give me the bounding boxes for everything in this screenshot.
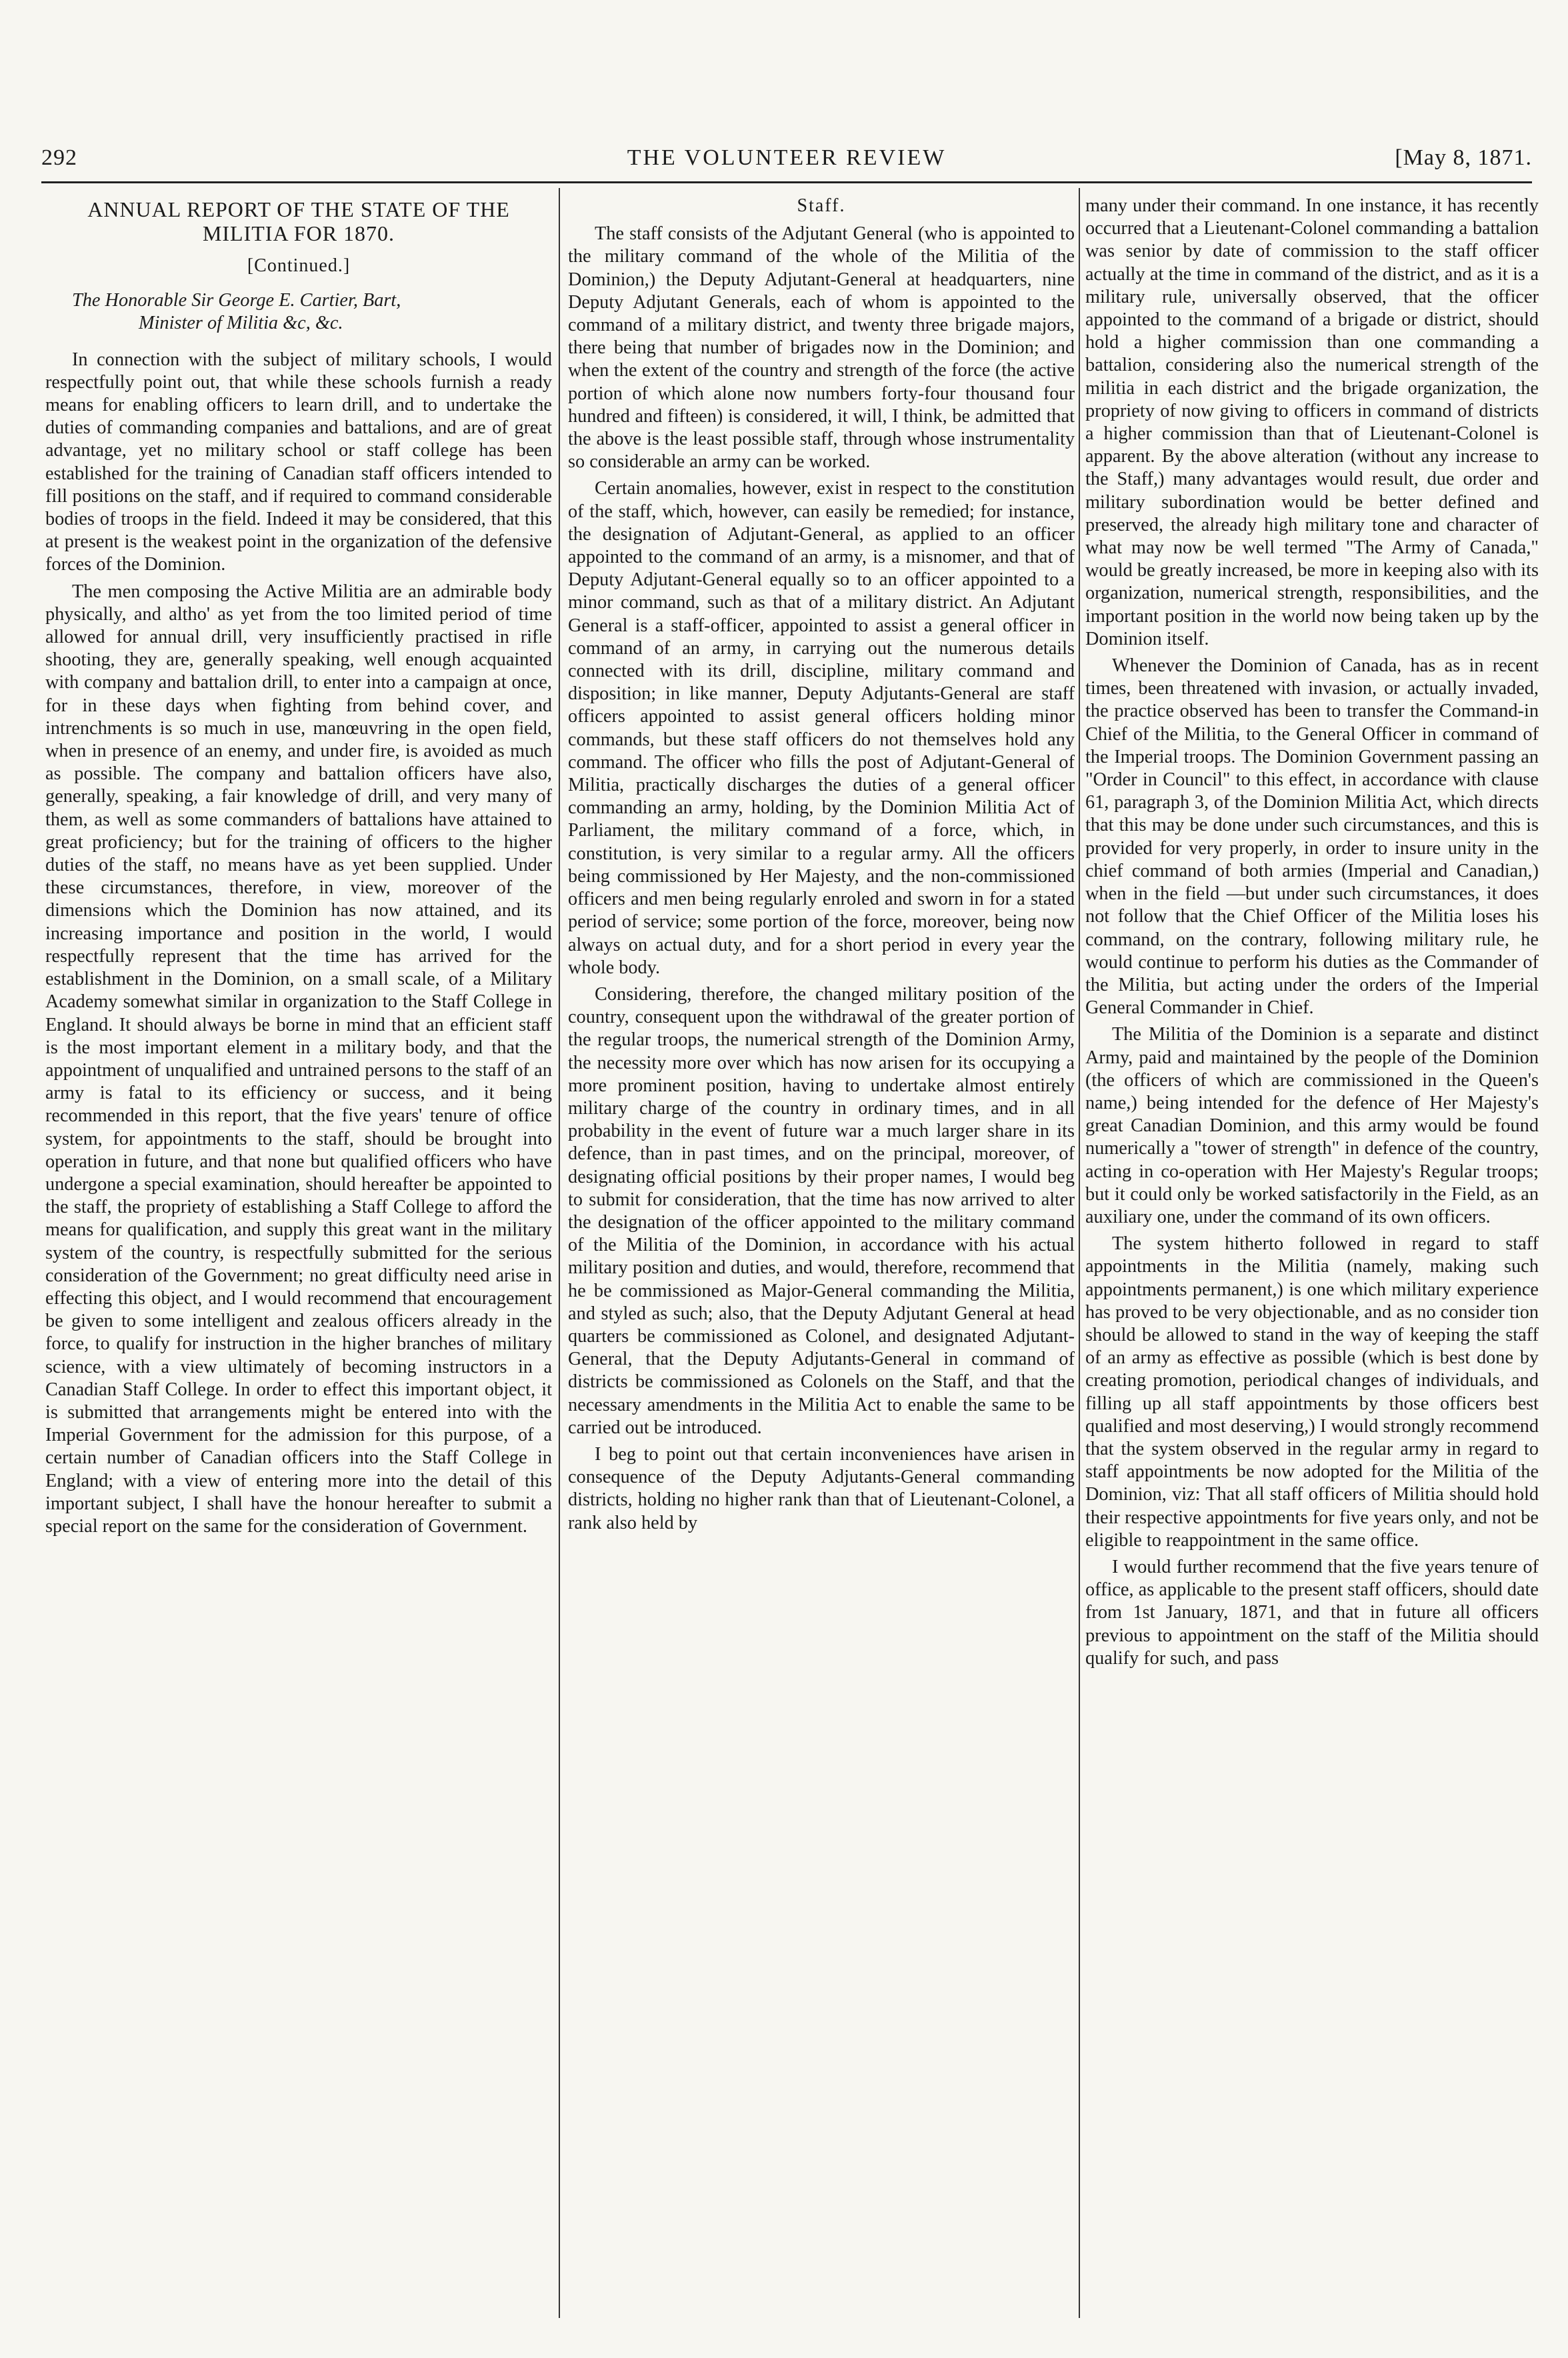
paragraph: Certain anomalies, however, exist in respect to the constitution of the staff, which, however, can easily be remedied; for instance, the designation of Adjutant-General, as applied to an officer appointed to the command of an army, is a misnomer, and that of Deputy Adjutant-General equally so to an officer appointed to a minor command, such as that of a military district. An Adjutant General is a staff-officer, appointed to assist a general officer in command of an army, in carrying out the numerous details connected with its drill, discipline, military command and disposition; in like manner, Deputy Adjutants-General are staff officers appointed to assist general officers holding minor commands, but these staff officers do not themselves hold any command. The officer who fills the post of Adjutant-General of Militia, practically discharges the duties of a general officer commanding an army, holding, by the Dominion Militia Act of Parliament, the military command of a force, which, in constitution, is very similar to a regular army. All the officers being commissioned by Her Majesty, and the non-commissioned officers and men being regularly enroled and sworn in for a stated period of service; some portion of the force, moreover, being now always on actual duty, and for a short period in every year the whole body. <box>568 478 1075 978</box>
column-2 <box>568 195 1075 2318</box>
column-divider-2 <box>1079 188 1080 2318</box>
column-1 <box>45 195 552 2318</box>
paragraph: The staff consists of the Adjutant General (who is appointed to the military command of the whole of the Militia of the Dominion,) the Deputy Adjutant-General at headquarters, nine Deputy Adjutant Generals, each of whom is appointed to the command of a military district, and twenty three brigade majors, there being that number of brigades now in the Dominion; and when the extent of the country and strength of the force (the active portion of which alone now numbers forty-four thousand four hundred and fifteen) is considered, it will, I think, be admitted that the above is the least possible staff, through whose instrumentality so considerable an army can be worked. <box>568 223 1075 473</box>
section-heading-staff: Staff. <box>797 195 846 216</box>
column-divider-1 <box>559 188 560 2318</box>
column-3 <box>1085 195 1539 2318</box>
page-number: 292 <box>41 145 77 170</box>
addressee-line: The Honorable Sir George E. Cartier, Bart, <box>72 290 401 311</box>
article-title: ANNUAL REPORT OF THE STATE OF THE MILITIA FOR 1870. <box>87 197 510 245</box>
addressee-title: Minister of Militia &c, &c. <box>139 313 343 334</box>
paragraph: Whenever the Dominion of Canada, has as in recent times, been threatened with invasion, or actually invaded, the practice observed has been to transfer the Command-in Chief of the Militia, to the General Officer in command of the Imperial troops. The Dominion Government passing an "Order in Council" to this effect, in accordance with clause 61, paragraph 3, of the Dominion Militia Act, which directs that this may be done under such circumstances, and this is provided for very properly, in order to insure unity in the chief command of both armies (Imperial and Canadian,) when in the field —but under such circumstances, it does not follow that the Chief Officer of the Militia loses his command, on the contrary, following military rule, he would continue to perform his duties as the Commander of the Militia, but acting under the orders of the Imperial General Commander in Chief. <box>1085 655 1539 1019</box>
paragraph: The Militia of the Dominion is a separate and distinct Army, paid and maintained by the people of the Dominion (the officers of which are commissioned in the Queen's name,) being intended for the defence of Her Majesty's great Canadian Dominion, and this army would be found numerically a "tower of strength" in defence of the country, acting in co-operation with Her Majesty's Regular troops; but it could only be worked satisfactorily in the Field, as an auxiliary one, under the command of its own officers. <box>1085 1024 1539 1227</box>
paragraph: The system hitherto followed in regard to staff appointments in the Militia (namely, making such appointments permanent,) is one which military experience has proved to be very objectionable, and as no consider tion should be allowed to stand in the way of keeping the staff of an army as effective as possible (which is best done by creating promotion, periodical changes of individuals, and filling up all staff appointments by those officers best qualified and most deserving,) I would strongly recommend that the system observed in the regular army in regard to staff appointments be now adopted for the Militia of the Dominion, viz: That all staff officers of Militia should hold their respective appointments for five years only, and not be eligible to reappointment in the same office. <box>1085 1233 1539 1551</box>
issue-date: [May 8, 1871. <box>1395 145 1532 170</box>
paragraph: many under their command. In one instance, it has recently occurred that a Lieutenant-Colonel commanding a battalion was senior by date of commission to the staff officer actually at the time in command of the district, and as it is a military rule, universally observed, that the officer appointed to the command of a brigade or district, should hold a higher commission than one commanding a battalion, considering also the numerical strength of the militia in each district and the brigade organization, the propriety of now giving to officers in command of districts a higher commission than that of Lieutenant-Colonel is apparent. By the above alteration (without any increase to the Staff,) many advantages would result, due order and military subordination would be better defined and preserved, the already high military tone and character of what may now be well termed "The Army of Canada," would be greatly increased, be more in keeping also with its organization, numerical strength, responsibilities, and the important position in the world now being taken up by the Dominion itself. <box>1085 195 1539 649</box>
paragraph: I would further recommend that the five years tenure of office, as applicable to the present staff officers, should date from 1st January, 1871, and that in future all officers previous to appointment on the staff of the Militia should qualify for such, and pass <box>1085 1556 1539 1669</box>
running-head <box>41 145 1532 177</box>
continued-note: [Continued.] <box>247 255 351 276</box>
paragraph: The men composing the Active Militia are an admirable body physically, and altho' as yet from the too limited period of time allowed for annual drill, very insufficiently practised in rifle shooting, they are, generally speaking, well enough acquainted with company and battalion drill, to enter into a campaign at once, for in these days when fighting from behind cover, and intrenchments is so much in use, manœuvring in the open field, when in presence of an enemy, and under fire, is avoided as much as possible. The company and battalion officers have also, generally, speaking, a fair knowledge of drill, and very many of them, as well as some commanders of battalions have attained to great proficiency; but for the training of officers to the higher duties of the staff, no means have as yet been supplied. Under these circumstances, therefore, in view, moreover of the dimensions which the Dominion has now attained, and its increasing importance and position in the world, I would respectfully represent that the time has arrived for the establishment in the Dominion, on a small scale, of a Military Academy somewhat similar in organization to the Staff College in England. It should always be borne in mind that an efficient staff is the most important element in a military body, and that the appointment of unqualified and untrained persons to the staff of an army is fatal to its efficiency or success, and it being recommended in this report, that the five years' tenure of office system, for appointments to the staff, should be brought into operation in future, and that none but qualified officers who have undergone a special examination, should hereafter be appointed to the staff, the propriety of establishing a Staff College to afford the means for qualification, and supply this great want in the military system of the country, is respectfully submitted for the serious consideration of the Government; no great difficulty need arise in effecting this object, and I would recommend that encouragement be given to some intelligent and zealous officers already in the force, to qualify for instruction in the higher branches of military science, with a view ultimately of becoming instructors in a Canadian Staff College. In order to effect this important object, it is submitted that arrangements might be entered into with the Imperial Government for the admission for this purpose, of a certain number of Canadian officers into the Staff College in England; with a view of entering more into the detail of this important subject, I shall have the honour hereafter to submit a special report on the same for the consideration of Government. <box>45 581 552 1537</box>
paragraph: In connection with the subject of military schools, I would respectfully point out, that while these schools furnish a ready means for enabling officers to learn drill, and to undertake the duties of commanding companies and battalions, and are of great advantage, yet no military school or staff college has been established for the training of Canadian staff officers intended to fill positions on the staff, and if required to command considerable bodies of troops in the field. Indeed it may be considered, that this at present is the weakest point in the organization of the defensive forces of the Dominion. <box>45 349 552 575</box>
address-block <box>45 289 552 335</box>
publication-title: THE VOLUNTEER REVIEW <box>627 145 947 170</box>
header-rule <box>41 181 1532 183</box>
paragraph: I beg to point out that certain inconveniences have arisen in consequence of the Deputy Adjutants-General commanding districts, holding no higher rank than that of Lieutenant-Colonel, a rank also held by <box>568 1443 1075 1533</box>
paragraph: Considering, therefore, the changed military position of the country, consequent upon the withdrawal of the greater portion of the regular troops, the numerical strength of the Dominion Army, the necessity more over which has now arisen for its occupying a more prominent position, having to undertake almost entirely military charge of the country in ordinary times, and in all probability in the event of future war a much larger share in its defence, than in past times, and on the principal, moreover, of designating official positions by their proper names, I would beg to submit for consideration, that the time has now arrived to alter the designation of the officer appointed to the military command of the Militia of the Dominion, in accordance with his actual military position and duties, and would, therefore, recommend that he be commissioned as Major-General commanding the Militia, and styled as such; also, that the Deputy Adjutant General at head quarters be commissioned as Colonel, and designated Adjutant-General, that the Deputy Adjutants-General in command of districts be commissioned as Colonels on the Staff, and that the necessary amendments in the Militia Act to enable the same to be carried out be introduced. <box>568 983 1075 1438</box>
